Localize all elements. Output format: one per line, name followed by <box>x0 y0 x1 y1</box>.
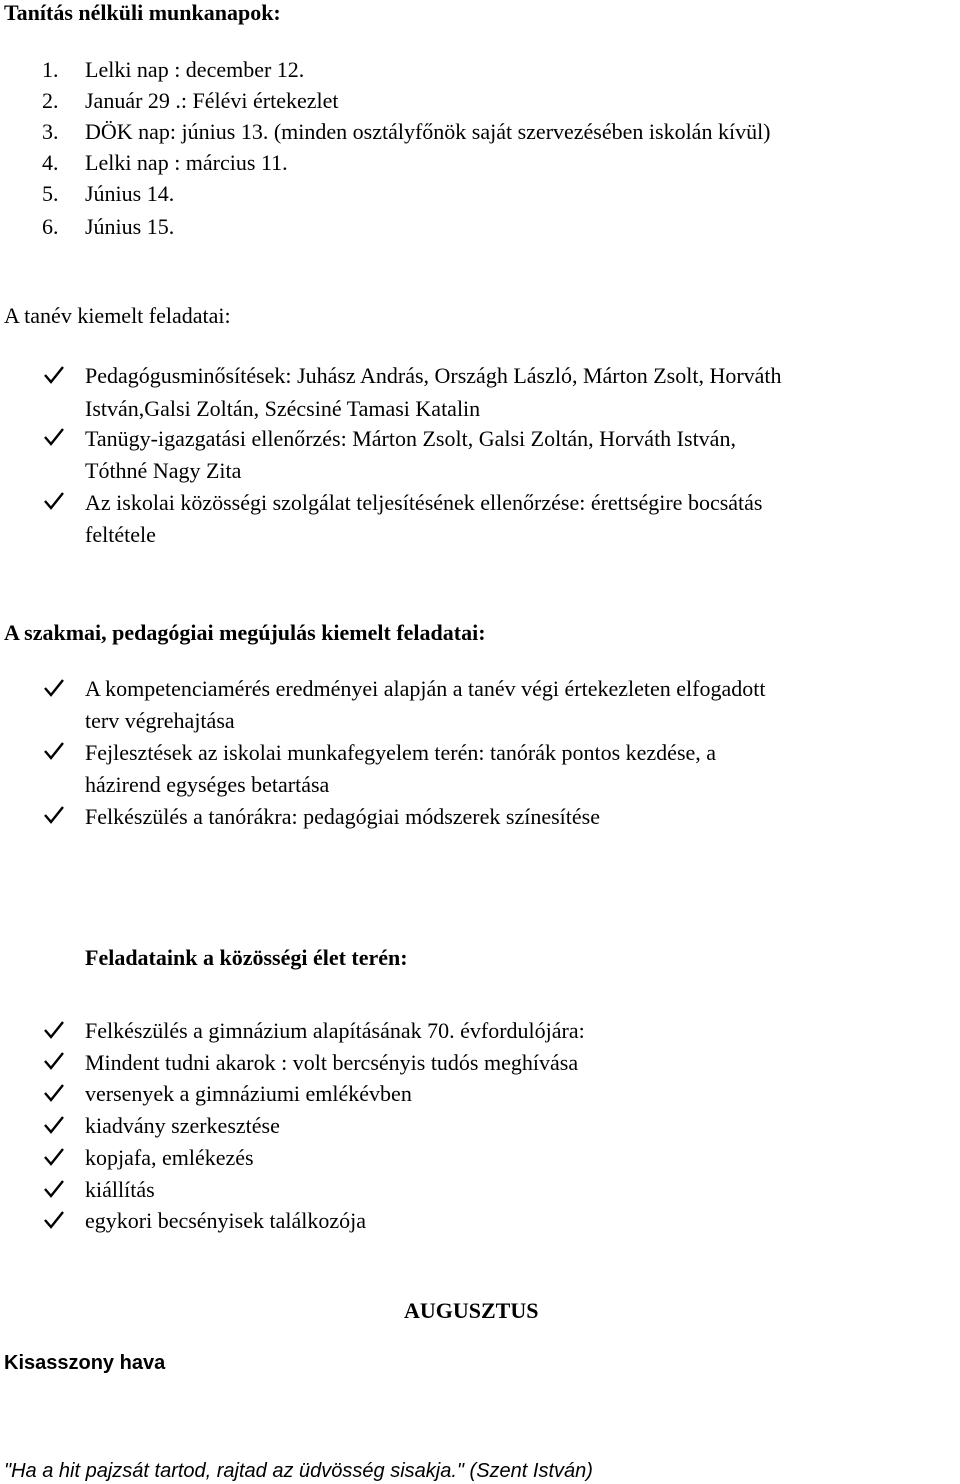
list-item-continued: István,Galsi Zoltán, Szécsiné Tamasi Katalin <box>85 396 481 421</box>
list-number: 3. <box>42 119 59 144</box>
list-item: Június 14. <box>85 181 175 206</box>
month-subtitle: Kisasszony hava <box>4 1352 166 1374</box>
heading-pedagogic-tasks: A szakmai, pedagógiai megújulás kiemelt feladatai: <box>4 620 486 645</box>
heading-nonteaching-days: Tanítás nélküli munkanapok: <box>4 0 281 25</box>
check-icon <box>44 1148 64 1166</box>
list-item: Tanügy-igazgatási ellenőrzés: Márton Zsolt, Galsi Zoltán, Horváth István, <box>85 426 736 451</box>
list-item: Pedagógusminősítések: Juhász András, Országh László, Márton Zsolt, Horváth <box>85 363 782 388</box>
list-item: Mindent tudni akarok : volt bercsényis tudós meghívása <box>85 1050 579 1075</box>
list-item: Lelki nap : december 12. <box>85 57 305 82</box>
check-icon <box>44 366 64 384</box>
list-number: 1. <box>42 57 59 82</box>
list-item: kiadvány szerkesztése <box>85 1113 280 1138</box>
check-icon <box>44 1180 64 1198</box>
list-item: A kompetenciamérés eredményei alapján a tanév végi értekezleten elfogadott <box>85 676 766 701</box>
check-icon <box>44 1084 64 1102</box>
list-item: Január 29 .: Félévi értekezlet <box>85 88 339 113</box>
check-icon <box>44 428 64 446</box>
list-item-continued: házirend egységes betartása <box>85 772 330 797</box>
list-number: 2. <box>42 88 59 113</box>
check-icon <box>44 1021 64 1039</box>
list-number: 6. <box>42 214 59 239</box>
list-number: 5. <box>42 181 59 206</box>
check-icon <box>44 1211 64 1229</box>
list-item: Felkészülés a tanórákra: pedagógiai módszerek színesítése <box>85 804 600 829</box>
list-item-continued: feltétele <box>85 522 156 547</box>
month-title: AUGUSZTUS <box>404 1298 539 1323</box>
month-quote: "Ha a hit pajzsát tartod, rajtad az üdvösség sisakja." (Szent István) <box>4 1460 593 1482</box>
list-item: kiállítás <box>85 1177 155 1202</box>
list-item: egykori becsényisek találkozója <box>85 1208 367 1233</box>
check-icon <box>44 806 64 824</box>
check-icon <box>44 742 64 760</box>
heading-community-tasks: Feladataink a közösségi élet terén: <box>85 945 408 970</box>
list-item: Fejlesztések az iskolai munkafegyelem terén: tanórák pontos kezdése, a <box>85 740 717 765</box>
list-item-continued: terv végrehajtása <box>85 708 235 733</box>
list-item: Felkészülés a gimnázium alapításának 70. évfordulójára: <box>85 1018 585 1043</box>
list-item-continued: Tóthné Nagy Zita <box>85 458 242 483</box>
list-item: Június 15. <box>85 214 175 239</box>
check-icon <box>44 1052 64 1070</box>
list-item: Lelki nap : március 11. <box>85 150 288 175</box>
check-icon <box>44 492 64 510</box>
check-icon <box>44 1116 64 1134</box>
list-item: versenyek a gimnáziumi emlékévben <box>85 1081 412 1106</box>
list-item: kopjafa, emlékezés <box>85 1145 254 1170</box>
list-item: Az iskolai közösségi szolgálat teljesítésének ellenőrzése: érettségire bocsátás <box>85 490 763 515</box>
check-icon <box>44 679 64 697</box>
heading-year-tasks: A tanév kiemelt feladatai: <box>4 303 231 328</box>
list-number: 4. <box>42 150 59 175</box>
list-item: DÖK nap: június 13. (minden osztályfőnök saját szervezésében iskolán kívül) <box>85 119 771 144</box>
